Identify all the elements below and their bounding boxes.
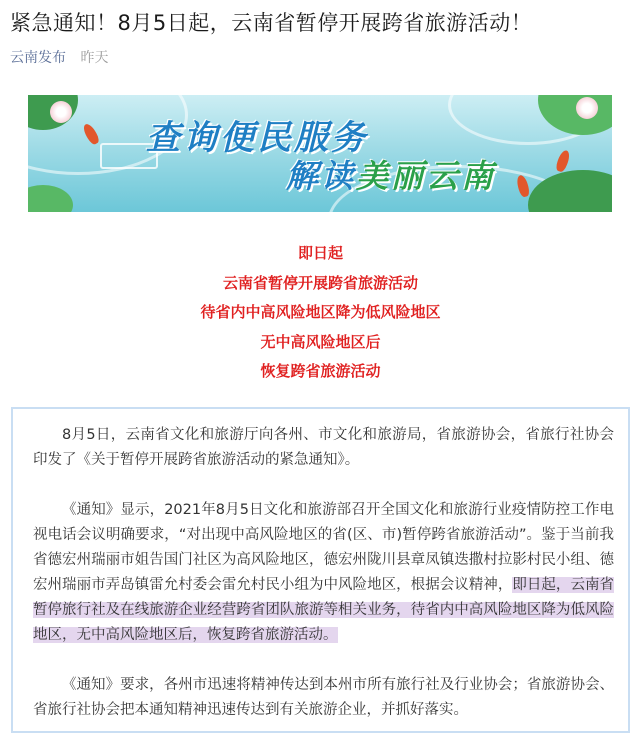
notice-box — [11, 407, 630, 733]
highlight-line: 待省内中高风险地区降为低风险地区 — [200, 303, 441, 321]
highlight-summary — [0, 239, 641, 387]
highlight-line: 恢复跨省旅游活动 — [260, 362, 381, 380]
lotus-leaf-icon — [28, 185, 73, 212]
banner-subheadline — [286, 151, 496, 197]
promo-banner[interactable] — [28, 95, 612, 212]
article-meta — [10, 48, 108, 68]
highlight-line: 无中高风险地区后 — [260, 332, 381, 351]
koi-fish-icon — [555, 149, 572, 173]
highlighted-text: 即日起，云南省暂停旅行社及在线旅游企业经营跨省团队旅游等相关业务，待省内中高风险地区降为低风险地区，无中高风险地区后，恢复跨省旅游活动。 — [33, 577, 614, 643]
lotus-flower-icon — [576, 97, 598, 119]
highlight-line: 云南省暂停开展跨省旅游活动 — [222, 273, 418, 292]
article-title: 紧急通知！8月5日起，云南省暂停开展跨省旅游活动！ — [10, 11, 533, 35]
highlight-line: 即日起 — [297, 244, 343, 262]
notice-paragraph-1: 8月5日，云南省文化和旅游厅向各州、市文化和旅游局，省旅游协会，省旅行社协会印发了《关于暂停开展跨省旅游活动的紧急通知》。 — [33, 427, 614, 468]
banner-headline: 查询便民服务 — [146, 118, 368, 158]
notice-paragraph-2-text: 《通知》显示，2021年8月5日文化和旅游部召开全国文化和旅游行业疫情防控工作电视电话会议明确要求，“对出现中高风险地区的省(区、市)暂停跨省旅游活动”。鉴于当前我省德宏州瑞丽市姐告国门社区为高风险地区，德宏州陇川县章凤镇迭撒村拉影村民小组、德宏州瑞丽市弄岛镇雷允村委会雷允村民小组为中风险地区，根据会议精神， — [33, 502, 614, 593]
publish-time: 昨天 — [80, 50, 109, 66]
banner-subheadline-part2: 美丽云南 — [356, 157, 497, 195]
lotus-flower-icon — [50, 101, 72, 123]
source-link[interactable]: 云南发布 — [10, 50, 66, 66]
notice-paragraph-3: 《通知》要求，各州市迅速将精神传达到本州市所有旅行社及行业协会；省旅游协会、省旅行社协会把本通知精神迅速传达到有关旅游企业，并抓好落实。 — [33, 677, 614, 718]
banner-subheadline-part1: 解读 — [286, 157, 357, 195]
lotus-leaf-icon — [528, 170, 612, 212]
notice-paragraph-2 — [33, 498, 614, 648]
